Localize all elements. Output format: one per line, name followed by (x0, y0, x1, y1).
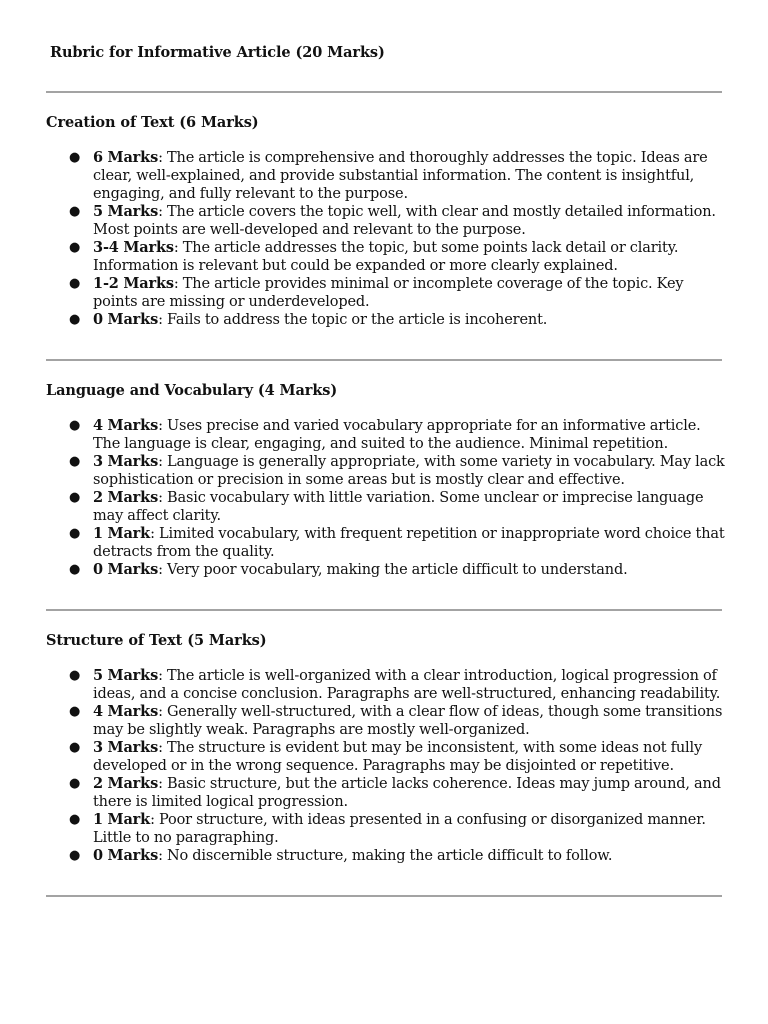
mark-label: 1-2 Marks (93, 275, 174, 292)
bullet-icon: ● (69, 526, 81, 541)
mark-label: 2 Marks (93, 489, 159, 506)
mark-label: 4 Marks (93, 417, 159, 434)
bullet-icon: ● (69, 240, 81, 255)
criterion-text: : Limited vocabulary, with frequent repetition or inappropriate word choice that detracts from the quality. (93, 526, 725, 560)
section-heading: Language and Vocabulary (4 Marks) (46, 382, 338, 399)
criterion-text: : Generally well-structured, with a clear flow of ideas, though some transitions may be slightly weak. Paragraphs are mostly well-organized. (93, 704, 723, 738)
mark-label: 4 Marks (93, 703, 159, 720)
criterion-text: : The structure is evident but may be inconsistent, with some ideas not fully developed or in the wrong sequence. Paragraphs may be disjointed or repetitive. (93, 740, 703, 774)
mark-label: 2 Marks (93, 775, 159, 792)
divider (46, 359, 722, 361)
section-heading: Creation of Text (6 Marks) (46, 114, 259, 131)
criteria-list (46, 667, 726, 865)
criterion-text: : Very poor vocabulary, making the article difficult to understand. (158, 562, 628, 578)
criterion-text: : The article covers the topic well, with clear and mostly detailed information. Most points are well-developed and relevant to the purpose. (93, 204, 716, 238)
divider (46, 609, 722, 611)
section-language-and-vocabulary (46, 382, 726, 579)
bullet-icon: ● (69, 848, 81, 863)
bullet-icon: ● (69, 204, 81, 219)
bullet-icon: ● (69, 562, 81, 577)
criterion-item (46, 525, 726, 561)
mark-label: 0 Marks (93, 847, 159, 864)
bullet-icon: ● (69, 150, 81, 165)
bullet-icon: ● (69, 454, 81, 469)
criterion-item (46, 703, 726, 739)
divider (46, 91, 722, 93)
mark-label: 0 Marks (93, 311, 159, 328)
criterion-text: : Fails to address the topic or the article is incoherent. (158, 312, 548, 328)
bullet-icon: ● (69, 776, 81, 791)
criterion-item (46, 417, 726, 453)
criterion-text: : No discernible structure, making the article difficult to follow. (158, 848, 613, 864)
section-structure-of-text (46, 632, 726, 865)
criterion-item (46, 453, 726, 489)
bullet-icon: ● (69, 812, 81, 827)
criterion-item (46, 489, 726, 525)
criterion-text: : Basic structure, but the article lacks coherence. Ideas may jump around, and there is limited logical progression. (93, 776, 721, 810)
bullet-icon: ● (69, 418, 81, 433)
criterion-item (46, 203, 726, 239)
criterion-item (46, 311, 726, 329)
criterion-text: : Poor structure, with ideas presented in a confusing or disorganized manner. Little to no paragraphing. (93, 812, 706, 846)
criterion-item (46, 561, 726, 579)
mark-label: 5 Marks (93, 203, 159, 220)
criterion-item (46, 847, 726, 865)
mark-label: 5 Marks (93, 667, 159, 684)
bullet-icon: ● (69, 704, 81, 719)
criterion-text: : Basic vocabulary with little variation. Some unclear or imprecise language may affect clarity. (93, 490, 704, 524)
criterion-text: : Language is generally appropriate, with some variety in vocabulary. May lack sophistication or precision in some areas but is mostly clear and effective. (93, 454, 725, 488)
bullet-icon: ● (69, 668, 81, 683)
criterion-item (46, 775, 726, 811)
criterion-item (46, 667, 726, 703)
bullet-icon: ● (69, 740, 81, 755)
section-heading: Structure of Text (5 Marks) (46, 632, 267, 649)
section-creation-of-text (46, 114, 726, 329)
mark-label: 0 Marks (93, 561, 159, 578)
mark-label: 1 Mark (93, 811, 151, 828)
criterion-item (46, 149, 726, 203)
criterion-text: : The article addresses the topic, but some points lack detail or clarity. Information is relevant but could be expanded or more clearly explained. (93, 240, 679, 274)
mark-label: 6 Marks (93, 149, 159, 166)
divider (46, 895, 722, 897)
criteria-list (46, 149, 726, 329)
criterion-text: : The article provides minimal or incomplete coverage of the topic. Key points are missing or underdeveloped. (93, 276, 684, 310)
criterion-item (46, 239, 726, 275)
mark-label: 1 Mark (93, 525, 151, 542)
bullet-icon: ● (69, 312, 81, 327)
criterion-text: : The article is well-organized with a clear introduction, logical progression of ideas, and a concise conclusion. Paragraphs are well-structured, enhancing readability. (93, 668, 721, 702)
criterion-item (46, 275, 726, 311)
criterion-text: : The article is comprehensive and thoroughly addresses the topic. Ideas are clear, well-explained, and provide substantial information. The content is insightful, engaging, and fully relevant to the purpose. (93, 150, 708, 202)
criterion-item (46, 739, 726, 775)
criteria-list (46, 417, 726, 579)
mark-label: 3-4 Marks (93, 239, 174, 256)
document-title: Rubric for Informative Article (20 Marks) (50, 44, 385, 61)
criterion-item (46, 811, 726, 847)
mark-label: 3 Marks (93, 739, 159, 756)
criterion-text: : Uses precise and varied vocabulary appropriate for an informative article. The language is clear, engaging, and suited to the audience. Minimal repetition. (93, 418, 701, 452)
mark-label: 3 Marks (93, 453, 159, 470)
bullet-icon: ● (69, 490, 81, 505)
bullet-icon: ● (69, 276, 81, 291)
